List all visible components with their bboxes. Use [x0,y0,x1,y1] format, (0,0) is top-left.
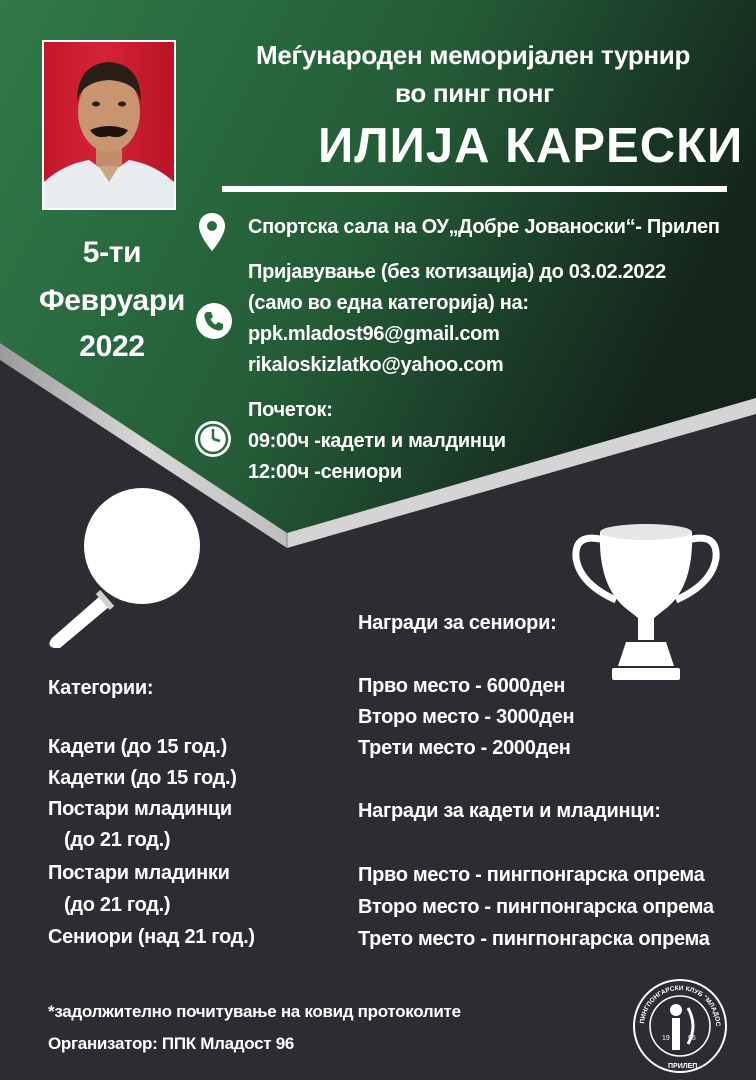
date-month: Февруари [38,284,185,317]
title-divider [222,186,727,192]
venue-text: Спортска сала на ОУ„Добре Јованоски“- Прилеп [248,216,720,238]
start-line-1: 09:00ч -кадети и малдинци [248,430,506,452]
clock-icon [193,419,233,459]
category-item: (до 21 год.) [64,894,171,916]
club-logo [632,978,728,1074]
senior-prize-item: Второ место - 3000ден [358,706,575,728]
youth-prizes-title: Награди за кадети и младинци: [358,800,661,822]
category-item: Сениори (над 21 год.) [48,926,255,948]
youth-prize-item: Трето место - пингпонгарска опрема [358,928,710,950]
date-day: 5-ти [82,236,142,269]
category-item: Кадети (до 15 год.) [48,736,227,758]
registration-line-1: Пријавување (без котизација) до 03.02.2022 [248,261,666,283]
categories-title: Категории: [48,677,154,699]
start-line-2: 12:00ч -сениори [248,461,402,483]
honoree-name: ИЛИЈА КАРЕСКИ [318,119,744,173]
portrait-figure [44,42,174,208]
start-title: Почеток: [248,399,333,421]
portrait-photo [42,40,176,210]
email-1: ppk.mladost96@gmail.com [248,323,500,345]
svg-text:ПРИЛЕП: ПРИЛЕП [668,1063,698,1070]
category-item: (до 21 год.) [64,829,171,851]
svg-text:19: 19 [662,1035,670,1042]
svg-text:96: 96 [688,1035,696,1042]
organizer: Организатор: ППК Младост 96 [48,1034,295,1053]
category-item: Кадетки (до 15 год.) [48,767,237,789]
phone-icon [195,302,233,340]
title-line-2: во пинг понг [395,78,554,108]
date-year: 2022 [79,330,145,363]
email-2: rikaloskizlatko@yahoo.com [248,354,504,376]
trophy-icon [568,518,724,686]
paddle-icon [38,488,210,653]
senior-prize-item: Трети место - 2000ден [358,737,571,759]
youth-prize-item: Прво место - пингпонгарска опрема [358,864,705,886]
senior-prizes-title: Награди за сениори: [358,612,557,634]
senior-prize-item: Прво место - 6000ден [358,675,566,697]
category-item: Постари младинки [48,862,230,884]
covid-note: *задолжително почитување на ковид протоколите [48,1002,461,1021]
registration-line-2: (само во една категорија) на: [248,292,529,314]
location-pin-icon [198,212,226,252]
category-item: Постари младинци [48,798,232,820]
svg-text:ПИНГПОНГАРСКИ КЛУБ "МЛАДОСТ 96: ПИНГПОНГАРСКИ КЛУБ "МЛАДОС [639,984,722,1027]
youth-prize-item: Второ место - пингпонгарска опрема [358,896,714,918]
title-line-1: Меѓународен меморијален турнир [256,40,691,70]
